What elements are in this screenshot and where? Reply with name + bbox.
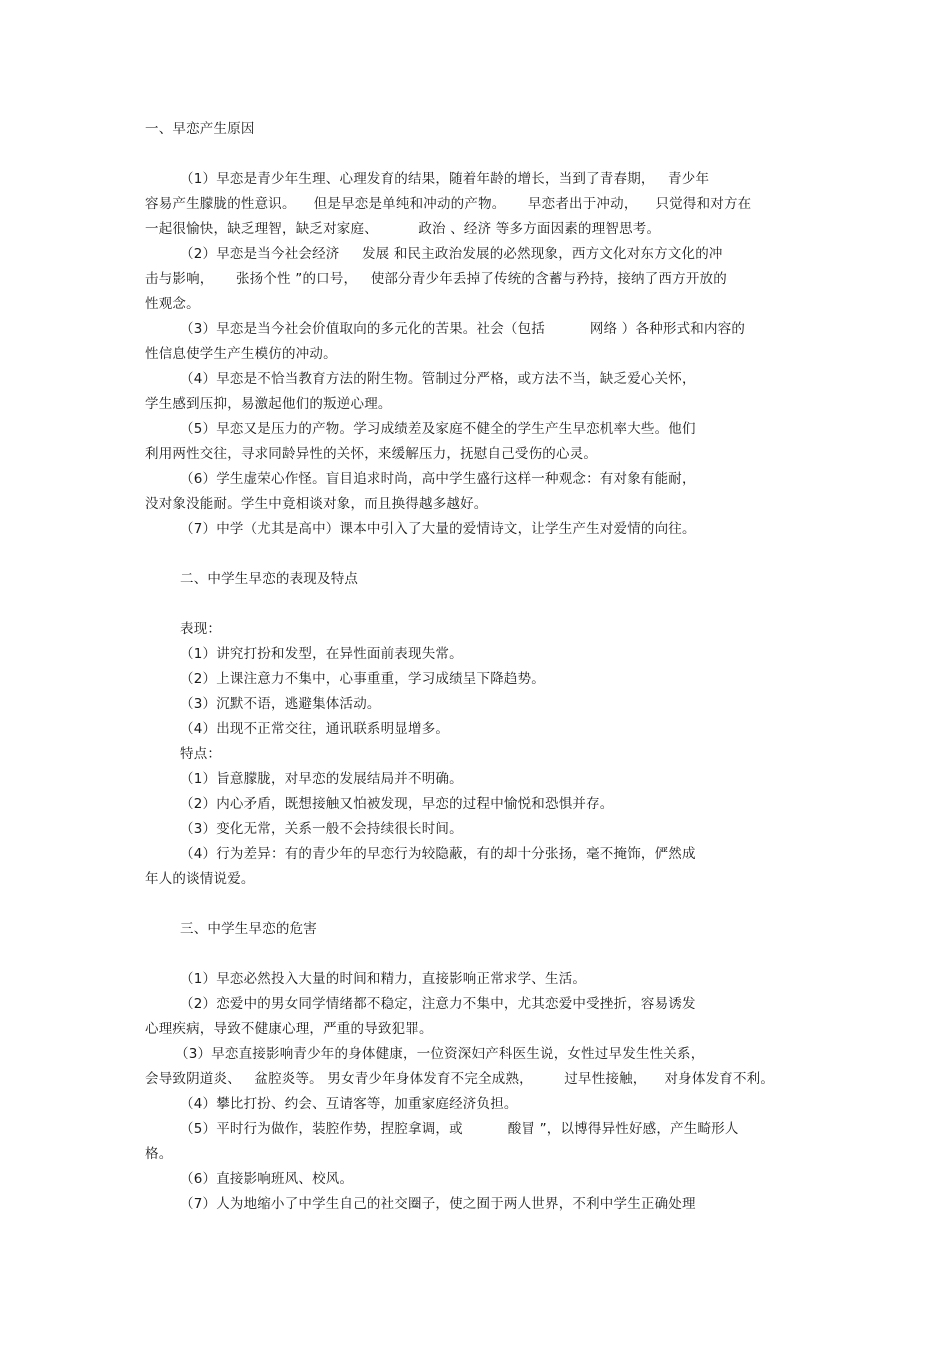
section-heading-1: 一、早恋产生原因: [145, 121, 255, 137]
list-item: （5）平时行为做作，装腔作势，捏腔拿调，或 酸冒 ”，以博得异性好感，产生畸形人: [180, 1121, 739, 1137]
paragraph-line: 性观念。: [145, 296, 200, 312]
paragraph-line: 容易产生朦胧的性意识。 但是早恋是单纯和冲动的产物。 早恋者出于冲动， 只觉得和对方在: [145, 196, 752, 212]
list-item: （4）出现不正常交往，通讯联系明显增多。: [180, 721, 450, 737]
paragraph-line: （2）早恋是当今社会经济 发展 和民主政治发展的必然现象，西方文化对东方文化的冲: [180, 246, 723, 262]
paragraph-line: 性信息使学生产生模仿的冲动。: [145, 346, 337, 362]
list-item: （3）变化无常，关系一般不会持续很长时间。: [180, 821, 463, 837]
paragraph-line: （4）早恋是不恰当教育方法的附生物。管制过分严格，或方法不当，缺乏爱心关怀，: [180, 371, 696, 387]
list-item: 格。: [145, 1146, 173, 1162]
section-heading-2: 二、中学生早恋的表现及特点: [180, 571, 359, 587]
list-item: （4）行为差异：有的青少年的早恋行为较隐蔽，有的却十分张扬，毫不掩饰，俨然成: [180, 846, 696, 862]
list-item: （1）早恋必然投入大量的时间和精力，直接影响正常求学、生活。: [180, 971, 587, 987]
list-item: 年人的谈情说爱。: [145, 871, 255, 887]
list-item: （4）攀比打扮、约会、互请客等，加重家庭经济负担。: [180, 1096, 518, 1112]
list-item: （2）恋爱中的男女同学情绪都不稳定，注意力不集中，尤其恋爱中受挫折，容易诱发: [180, 996, 696, 1012]
list-item: （3）沉默不语，逃避集体活动。: [180, 696, 381, 712]
list-item: 心理疾病，导致不健康心理，严重的导致犯罪。: [145, 1021, 433, 1037]
paragraph-line: （1）早恋是青少年生理、心理发育的结果，随着年龄的增长，当到了青春期， 青少年: [180, 171, 710, 187]
paragraph-line: （7）中学（尤其是高中）课本中引入了大量的爱情诗文，让学生产生对爱情的向往。: [180, 521, 696, 537]
list-item: （1）讲究打扮和发型，在异性面前表现失常。: [180, 646, 463, 662]
paragraph-line: 击与影响， 张扬个性 ”的口号， 使部分青少年丢掉了传统的含蓄与矜持，接纳了西方开放的: [145, 271, 727, 287]
paragraph-line: 一起很愉快，缺乏理智，缺乏对家庭、 政治 、经济 等多方面因素的理智思考。: [145, 221, 661, 237]
section-heading-3: 三、中学生早恋的危害: [180, 921, 317, 937]
list-item: （2）内心矛盾，既想接触又怕被发现，早恋的过程中愉悦和恐惧并存。: [180, 796, 614, 812]
paragraph-line: 利用两性交往，寻求同龄异性的关怀，来缓解压力，抚慰自己受伤的心灵。: [145, 446, 598, 462]
paragraph-line: 学生感到压抑，易激起他们的叛逆心理。: [145, 396, 392, 412]
paragraph-line: 没对象没能耐。学生中竟相谈对象，而且换得越多越好。: [145, 496, 488, 512]
paragraph-line: （5）早恋又是压力的产物。学习成绩差及家庭不健全的学生产生早恋机率大些。他们: [180, 421, 696, 437]
list-item: （2）上课注意力不集中，心事重重，学习成绩呈下降趋势。: [180, 671, 545, 687]
list-item: （3）早恋直接影响青少年的身体健康，一位资深妇产科医生说，女性过早发生性关系，: [175, 1046, 705, 1062]
paragraph-line: （6）学生虚荣心作怪。盲目追求时尚，高中学生盛行这样一种观念：有对象有能耐，: [180, 471, 696, 487]
paragraph-line: （3）早恋是当今社会价值取向的多元化的苦果。社会（包括 网络 ）各种形式和内容的: [180, 321, 746, 337]
list-item: （1）旨意朦胧，对早恋的发展结局并不明确。: [180, 771, 463, 787]
list-item: （6）直接影响班风、校风。: [180, 1171, 354, 1187]
subheading-line: 特点：: [180, 746, 222, 762]
list-item: （7）人为地缩小了中学生自己的社交圈子，使之囿于两人世界，不利中学生正确处理: [180, 1196, 696, 1212]
subheading-line: 表现：: [180, 621, 222, 637]
list-item: 会导致阴道炎、 盆腔炎等。 男女青少年身体发育不完全成熟， 过早性接触， 对身体发育不利。: [145, 1071, 775, 1087]
